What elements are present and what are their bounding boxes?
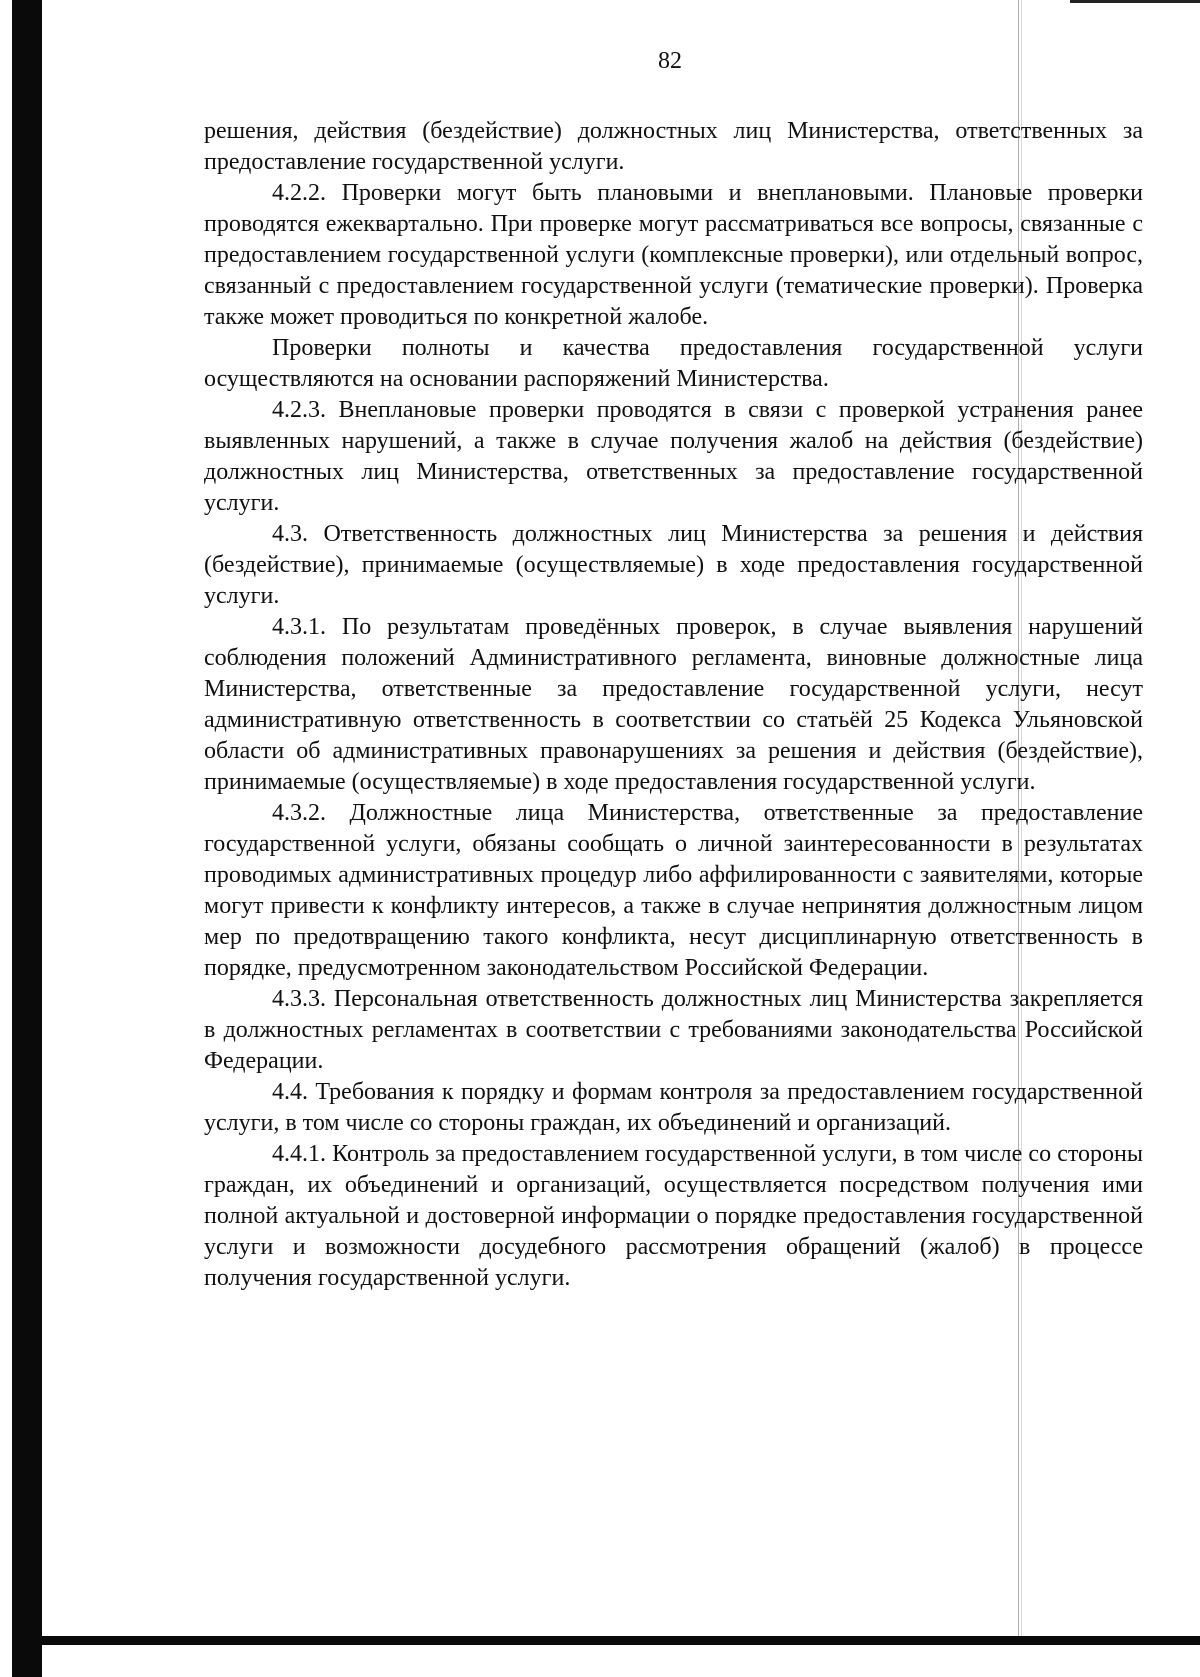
scan-top-mark — [1070, 0, 1200, 3]
page-number: 82 — [658, 48, 682, 74]
document-body — [204, 116, 1143, 1294]
scan-left-border — [12, 0, 42, 1677]
paragraph-4-3-2: 4.3.2. Должностные лица Министерства, ответственные за предоставление государственной услуги, обязаны сообщать о личной заинтересованности в результатах проводимых административных процедур либо аффилированности с заявителями, которые могут привести к конфликту интересов, а также в случае непринятия должностным лицом мер по предотвращению такого конфликта, несут дисциплинарную ответственность в порядке, предусмотренном законодательством Российской Федерации. — [204, 800, 1143, 981]
paragraph-4-4-1: 4.4.1. Контроль за предоставлением государственной услуги, в том числе со стороны граждан, их объединений и организаций, осуществляется посредством получения ими полной актуальной и достоверной информации о порядке предоставления государственной услуги и возможности досудебного рассмотрения обращений (жалоб) в процессе получения государственной услуги. — [204, 1141, 1143, 1291]
paragraph-4-3-1: 4.3.1. По результатам проведённых проверок, в случае выявления нарушений соблюдения положений Административного регламента, виновные должностные лица Министерства, ответственные за предоставление государственной услуги, несут административную ответственность в соответствии со статьёй 25 Кодекса Ульяновской области об административных правонарушениях за решения и действия (бездействие), принимаемые (осуществляемые) в ходе предоставления государственной услуги. — [204, 614, 1143, 795]
paragraph-4-3-3: 4.3.3. Персональная ответственность должностных лиц Министерства закрепляется в должностных регламентах в соответствии с требованиями законодательства Российской Федерации. — [204, 986, 1143, 1074]
paragraph-4-2-2: 4.2.2. Проверки могут быть плановыми и внеплановыми. Плановые проверки проводятся ежеквартально. При проверке могут рассматриваться все вопросы, связанные с предоставлением государственной услуги (комплексные проверки), или отдельный вопрос, связанный с предоставлением государственной услуги (тематические проверки). Проверка также может проводиться по конкретной жалобе. — [204, 180, 1143, 330]
paragraph-4-3: 4.3. Ответственность должностных лиц Министерства за решения и действия (бездействие), принимаемые (осуществляемые) в ходе предоставления государственной услуги. — [204, 521, 1143, 609]
paragraph-4-2-3: 4.2.3. Внеплановые проверки проводятся в связи с проверкой устранения ранее выявленных нарушений, а также в случае получения жалоб на действия (бездействие) должностных лиц Министерства, ответственных за предоставление государственной услуги. — [204, 397, 1143, 516]
paragraph-continuation: решения, действия (бездействие) должностных лиц Министерства, ответственных за предоставление государственной услуги. — [204, 118, 1143, 175]
scan-bottom-border — [42, 1636, 1200, 1645]
paragraph-inspections-basis: Проверки полноты и качества предоставления государственной услуги осуществляются на основании распоряжений Министерства. — [204, 335, 1143, 392]
paragraph-4-4: 4.4. Требования к порядку и формам контроля за предоставлением государственной услуги, в том числе со стороны граждан, их объединений и организаций. — [204, 1079, 1143, 1136]
